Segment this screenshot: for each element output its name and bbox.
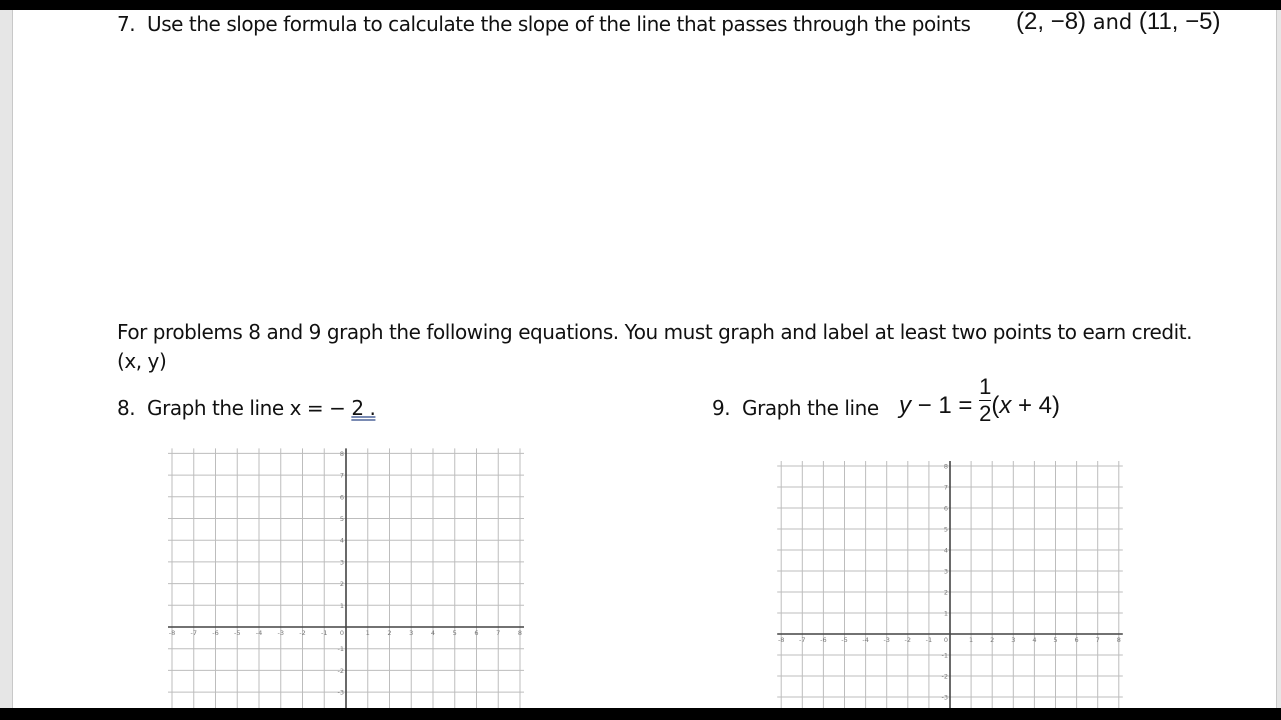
problem-number: 7.: [117, 12, 136, 36]
tick-label: 7: [339, 471, 344, 480]
tick-label: 6: [474, 629, 479, 637]
tick-label: 4: [339, 536, 344, 545]
problem-number: 8.: [117, 396, 136, 420]
tick-label: -8: [777, 636, 785, 644]
fraction: [979, 376, 991, 425]
tick-label: 2: [387, 629, 392, 637]
eq-var-x: x: [999, 391, 1012, 419]
coordinate-grid-problem-8[interactable]: [150, 435, 530, 715]
tick-label: 6: [943, 504, 948, 513]
tick-label: 3: [409, 629, 414, 637]
fraction-numerator: 1: [979, 374, 992, 399]
tick-label: 1: [339, 601, 344, 610]
tick-label: 5: [339, 515, 344, 523]
point-1: (2, −8): [1016, 8, 1087, 35]
tick-label: -2: [337, 666, 344, 675]
tick-label: -7: [799, 636, 806, 644]
tick-label: 4: [1032, 636, 1037, 644]
tick-label: 4: [430, 629, 436, 637]
tick-label: 0: [943, 636, 949, 644]
instructions-line-1: For problems 8 and 9 graph the following equations. You must graph and label at least two points to earn credit.: [117, 320, 1193, 344]
tick-label: -3: [941, 693, 948, 702]
tick-label: -5: [841, 636, 848, 644]
tick-label: 8: [339, 449, 344, 458]
document-page: [13, 10, 1276, 708]
tick-label: 2: [339, 580, 344, 589]
instructions-line-2: (x, y): [117, 349, 167, 373]
tick-label: 8: [943, 462, 948, 471]
tick-label: 3: [339, 558, 344, 567]
tick-label: 6: [339, 493, 344, 502]
tick-label: 8: [517, 629, 523, 637]
tick-label: 1: [365, 629, 370, 637]
coordinate-grid-problem-9[interactable]: [760, 448, 1130, 718]
left-margin: [0, 10, 13, 708]
tick-label: 8: [1116, 636, 1121, 644]
tick-label: -2: [299, 629, 306, 637]
tick-label: 1: [943, 609, 948, 618]
eq-rhs: + 4): [1011, 391, 1061, 419]
point-2: (11, −5): [1138, 8, 1221, 35]
and-word: and: [1092, 10, 1133, 34]
tick-label: -8: [168, 629, 176, 637]
tick-label: 6: [1074, 636, 1079, 644]
fraction-denominator: 2: [979, 401, 992, 426]
tick-label: -4: [255, 629, 263, 637]
tick-label: -3: [277, 629, 284, 637]
tick-label: 2: [943, 588, 948, 597]
tick-label: -2: [941, 672, 948, 681]
tick-label: 3: [1011, 636, 1016, 644]
problem-9-equation: [899, 376, 1060, 425]
problem-8-value: 2 .: [351, 396, 376, 420]
eq-lhs: − 1 =: [911, 391, 980, 419]
tick-label: 7: [943, 483, 948, 492]
tick-label: 5: [943, 525, 948, 534]
problem-text: Use the slope formula to calculate the slope of the line that passes through the points: [147, 12, 971, 36]
problem-7: [117, 12, 970, 36]
bottom-bar: [0, 708, 1280, 720]
tick-label: 0: [339, 629, 345, 637]
tick-label: 1: [969, 636, 974, 644]
tick-label: -1: [925, 636, 933, 644]
tick-label: 7: [1095, 636, 1100, 644]
problem-8: [117, 396, 375, 420]
problem-7-points: [1016, 8, 1221, 36]
tick-label: 3: [943, 567, 948, 576]
tick-label: -6: [212, 629, 219, 637]
tick-label: -4: [862, 636, 869, 644]
tick-label: -5: [234, 629, 241, 637]
eq-paren: (: [991, 391, 1000, 419]
tick-label: -1: [321, 629, 328, 637]
problem-9: [712, 396, 879, 420]
tick-label: 2: [990, 636, 995, 644]
tick-label: 7: [496, 629, 501, 637]
tick-label: 4: [943, 546, 948, 555]
tick-label: -7: [190, 629, 197, 637]
tick-label: -1: [337, 645, 344, 654]
eq-var-y: y: [899, 391, 911, 419]
vertical-scrollbar[interactable]: [1276, 10, 1281, 708]
tick-label: -3: [337, 688, 344, 697]
problem-text: Graph the line: [742, 396, 879, 420]
problem-text: Graph the line x = −: [147, 396, 346, 420]
tick-label: -2: [904, 636, 912, 644]
tick-label: -6: [820, 636, 827, 644]
tick-label: -1: [941, 651, 948, 660]
problem-number: 9.: [712, 396, 731, 420]
tick-label: 5: [452, 629, 457, 637]
tick-label: 5: [1053, 636, 1058, 644]
tick-label: -3: [883, 636, 890, 644]
